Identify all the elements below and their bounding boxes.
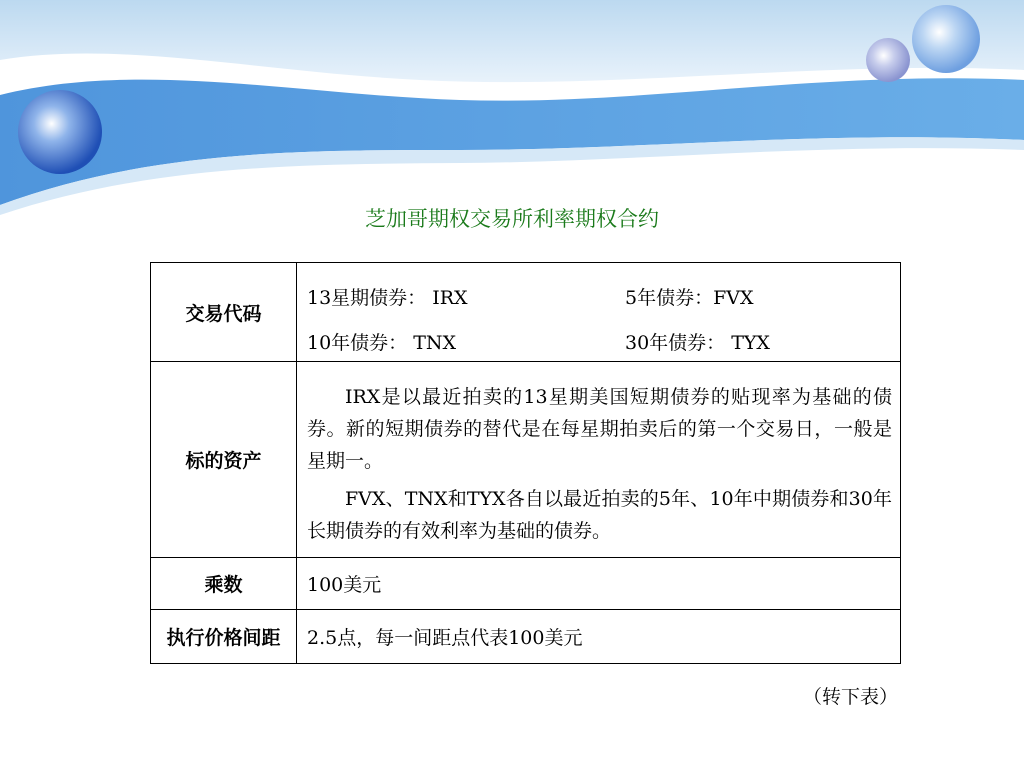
codes-cell — [297, 263, 901, 362]
decorative-orb-top-right — [912, 5, 980, 73]
code-item: 10年债券： TNX — [307, 332, 457, 354]
strike-interval-value: 2.5点，每一间距点代表100美元 — [307, 627, 583, 649]
underlying-paragraph-2: FVX、TNX和TYX各自以最近拍卖的5年、10年中期债券和30年长期债券的有效利率为基础的债券。 — [307, 487, 892, 542]
page-title: 芝加哥期权交易所利率期权合约 — [365, 207, 659, 231]
decorative-orb-small — [866, 38, 910, 82]
underlying-cell — [297, 362, 901, 558]
decorative-orb-left — [18, 90, 102, 174]
table-row-codes — [151, 263, 901, 362]
table-row-strike-interval — [151, 610, 901, 664]
row-label-codes: 交易代码 — [151, 263, 297, 362]
table-row-underlying — [151, 362, 901, 558]
header-banner — [0, 0, 1024, 215]
contract-table — [150, 262, 901, 664]
underlying-paragraph-1: IRX是以最近拍卖的13星期美国短期债券的贴现率为基础的债券。新的短期债券的替代是在每星期拍卖后的第一个交易日，一般是星期一。 — [307, 385, 892, 472]
table-row-multiplier — [151, 558, 901, 610]
multiplier-value: 100美元 — [307, 574, 382, 596]
code-item: 5年债券：FVX — [625, 287, 754, 309]
row-label-multiplier: 乘数 — [151, 558, 297, 610]
strike-interval-cell — [297, 610, 901, 664]
code-item: 30年债券： TYX — [625, 332, 770, 354]
multiplier-cell — [297, 558, 901, 610]
code-item: 13星期债券： IRX — [307, 287, 468, 309]
row-label-underlying: 标的资产 — [151, 362, 297, 558]
row-label-strike-interval: 执行价格间距 — [151, 610, 297, 664]
continued-note: （转下表） — [802, 686, 898, 708]
